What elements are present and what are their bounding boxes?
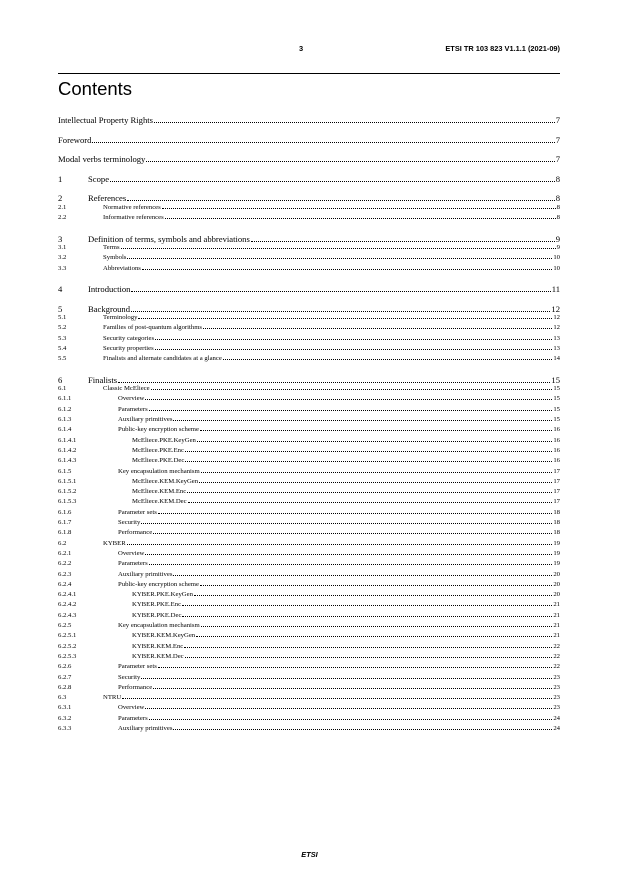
toc-entry-page: 22 [553, 663, 560, 671]
toc-entry-number: 6.2.4 [58, 580, 72, 588]
toc-entry-title: KYBER [103, 539, 126, 547]
toc-entry[interactable] [58, 416, 560, 423]
toc-entry[interactable] [58, 715, 560, 722]
toc-dot-leader [188, 502, 553, 503]
toc-dot-leader [118, 382, 550, 383]
toc-entry-page: 23 [553, 673, 560, 681]
toc-dot-leader [110, 181, 555, 182]
toc-dot-leader [92, 142, 554, 143]
toc-entry[interactable] [58, 509, 560, 516]
toc-entry-number: 6.2.5.2 [58, 642, 77, 650]
toc-dot-leader [173, 420, 552, 421]
toc-entry[interactable] [58, 622, 560, 629]
toc-entry-number: 6.1.5.1 [58, 477, 77, 485]
toc-entry-number: 1 [58, 173, 63, 184]
toc-entry-title: Parameters [118, 714, 148, 722]
toc-entry-title: Abbreviations [103, 264, 141, 272]
toc-dot-leader [162, 208, 556, 209]
toc-dot-leader [199, 482, 552, 483]
toc-entry-title: KYBER.KEM.Dec [132, 652, 184, 660]
toc-entry-number: 2 [58, 193, 63, 204]
toc-entry[interactable] [58, 612, 560, 619]
toc-entry-number: 6.1.4.1 [58, 436, 77, 444]
toc-entry-number: 6.2.7 [58, 673, 72, 681]
toc-entry-page: 8 [556, 214, 560, 221]
toc-entry-page: 10 [553, 254, 560, 262]
toc-entry-number: 6.3.2 [58, 714, 72, 722]
toc-entry-title: KYBER.PKE.Dec [132, 611, 182, 619]
toc-entry-number: 6.2.4.1 [58, 591, 77, 599]
toc-entry-number: 6.2.3 [58, 570, 72, 578]
toc-entry-title: Intellectual Property Rights [58, 115, 153, 125]
toc-entry-title: Performance [118, 683, 153, 691]
toc-entry[interactable] [58, 674, 560, 681]
toc-dot-leader [149, 719, 553, 720]
toc-entry[interactable] [58, 694, 560, 701]
toc-entry-page: 7 [555, 154, 560, 165]
toc-dot-leader [251, 241, 555, 242]
toc-entry-page: 8 [555, 173, 560, 184]
toc-entry-title: Key encapsulation mechanism [118, 622, 200, 629]
toc-entry-number: 6.1.4.2 [58, 446, 77, 454]
toc-entry-page: 17 [553, 488, 560, 496]
toc-dot-leader [127, 258, 552, 259]
toc-entry-page: 21 [553, 632, 560, 640]
toc-entry-title: McEliece.KEM.Enc [132, 488, 187, 496]
toc-entry[interactable] [58, 653, 560, 660]
toc-dot-leader [141, 678, 552, 679]
toc-entry[interactable] [58, 529, 560, 536]
toc-dot-leader [153, 688, 552, 689]
toc-entry-number: 6.1.1 [58, 395, 72, 403]
toc-entry[interactable] [58, 214, 560, 221]
toc-entry-title: Parameters [118, 405, 148, 413]
toc-entry-number: 6.1.8 [58, 529, 72, 537]
toc-entry-title: Overview [118, 395, 145, 403]
toc-entry-title: Auxiliary primitives [118, 725, 173, 732]
toc-entry[interactable] [58, 663, 560, 670]
toc-entry[interactable] [58, 478, 560, 485]
toc-entry-title: McEliece.PKE.Enc [132, 446, 184, 454]
toc-dot-leader [185, 657, 553, 658]
toc-entry-page: 17 [553, 467, 560, 475]
toc-entry[interactable] [58, 304, 560, 314]
toc-dot-leader [146, 161, 554, 162]
toc-entry[interactable] [58, 488, 560, 495]
toc-entry-page: 12 [551, 303, 560, 314]
toc-dot-leader [203, 328, 552, 329]
toc-entry-number: 6.3 [58, 694, 67, 702]
toc-entry-page: 19 [553, 549, 560, 557]
toc-entry-page: 17 [553, 477, 560, 485]
toc-entry-page: 16 [553, 426, 560, 434]
toc-entry-number: 2.2 [58, 214, 67, 221]
toc-dot-leader [131, 291, 550, 292]
toc-entry-page: 20 [553, 580, 560, 588]
toc-entry[interactable] [58, 265, 560, 272]
toc-entry-number: 6.2 [58, 539, 67, 547]
toc-entry-page: 13 [553, 334, 560, 342]
toc-entry[interactable] [58, 704, 560, 711]
toc-entry-page: 21 [553, 611, 560, 619]
toc-entry-number: 6.2.5.3 [58, 652, 77, 660]
toc-dot-leader [182, 605, 552, 606]
toc-entry-number: 6.1.5 [58, 467, 72, 475]
toc-entry-page: 9 [555, 233, 560, 244]
toc-entry-number: 5 [58, 303, 63, 314]
toc-entry-title: Security [118, 673, 141, 681]
toc-entry-number: 6 [58, 374, 63, 385]
toc-entry-title: McEliece.PKE.Dec [132, 457, 185, 465]
toc-entry-title: Overview [118, 704, 145, 712]
toc-entry-page: 17 [553, 498, 560, 506]
page-header [58, 44, 560, 58]
toc-entry[interactable] [58, 174, 560, 184]
toc-entry-number: 6.1.4.3 [58, 457, 77, 465]
toc-dot-leader [149, 564, 553, 565]
toc-entry-number: 6.2.1 [58, 549, 72, 557]
toc-entry[interactable] [58, 204, 560, 211]
toc-entry-page: 23 [553, 694, 560, 702]
toc-dot-leader [194, 595, 552, 596]
toc-entry-number: 6.2.4.3 [58, 611, 77, 619]
toc-dot-leader [145, 708, 552, 709]
toc-entry-title: Symbols [103, 254, 127, 262]
toc-dot-leader [155, 339, 552, 340]
toc-entry-page: 15 [553, 385, 560, 393]
toc-entry-page: 14 [553, 355, 560, 363]
toc-dot-leader [138, 318, 552, 319]
toc-dot-leader [173, 729, 552, 730]
toc-dot-leader [197, 441, 552, 442]
toc-entry-number: 6.1.5.3 [58, 498, 77, 506]
toc-entry-title: Finalists [88, 374, 118, 385]
toc-dot-leader [201, 472, 553, 473]
toc-dot-leader [185, 461, 552, 462]
document-id: ETSI TR 103 823 V1.1.1 (2021-09) [445, 44, 560, 53]
toc-entry[interactable] [58, 550, 560, 557]
toc-entry-page: 12 [553, 314, 560, 321]
toc-entry[interactable] [58, 244, 560, 251]
toc-dot-leader [158, 513, 553, 514]
toc-entry-page: 9 [556, 243, 560, 251]
toc-entry[interactable] [58, 560, 560, 567]
toc-entry[interactable] [58, 447, 560, 454]
toc-entry-page: 18 [553, 519, 560, 526]
toc-entry[interactable] [58, 601, 560, 608]
toc-entry-number: 3.1 [58, 243, 67, 251]
toc-entry-title: NTRU [103, 694, 122, 702]
toc-entry-number: 6.3.1 [58, 704, 72, 712]
toc-dot-leader [145, 554, 552, 555]
page-footer: ETSI [301, 850, 318, 859]
toc-dot-leader [173, 575, 552, 576]
toc-entry-number: 3.2 [58, 254, 67, 262]
toc-entry-number: 5.2 [58, 324, 67, 332]
page-number: 3 [299, 44, 304, 53]
toc-entry-title: KYBER.KEM.KeyGen [132, 632, 196, 640]
toc-entry-number: 6.3.3 [58, 725, 72, 732]
toc-entry[interactable] [58, 406, 560, 413]
toc-entry-title: Finalists and alternate candidates at a glance [103, 355, 222, 363]
toc-entry-number: 6.1.3 [58, 416, 72, 423]
toc-entry-page: 7 [555, 115, 560, 125]
toc-entry-number: 6.2.2 [58, 560, 72, 568]
toc-dot-leader [151, 389, 553, 390]
toc-entry-title: Parameter sets [118, 663, 157, 671]
toc-dot-leader [196, 636, 552, 637]
toc-entry[interactable] [58, 571, 560, 578]
toc-entry-number: 6.1.2 [58, 405, 72, 413]
toc-entry-number: 4 [58, 284, 63, 295]
toc-entry-title: KYBER.PKE.Enc [132, 601, 182, 609]
toc-entry-number: 6.1.4 [58, 426, 72, 434]
toc-dot-leader [155, 349, 553, 350]
toc-dot-leader [158, 667, 553, 668]
toc-dot-leader [153, 533, 552, 534]
toc-dot-leader [165, 218, 556, 219]
toc-entry-number: 6.1.7 [58, 519, 72, 526]
toc-entry-number: 3.3 [58, 264, 67, 272]
toc-entry-page: 11 [551, 284, 560, 295]
toc-entry-title: Parameters [118, 560, 148, 568]
toc-entry[interactable] [58, 375, 560, 385]
toc-entry-page: 15 [553, 395, 560, 403]
toc-dot-leader [200, 585, 552, 586]
toc-entry-page: 20 [553, 591, 560, 599]
toc-entry[interactable] [58, 115, 560, 125]
toc-entry-title: KYBER.PKE.KeyGen [132, 591, 193, 599]
toc-entry-page: 20 [553, 570, 560, 578]
toc-entry-title: Scope [88, 173, 110, 184]
toc-entry-number: 2.1 [58, 203, 67, 211]
toc-dot-leader [122, 698, 552, 699]
toc-entry-number: 6.2.8 [58, 683, 72, 691]
toc-entry[interactable] [58, 324, 560, 331]
toc-dot-leader [200, 430, 552, 431]
toc-entry-page: 24 [553, 725, 560, 732]
toc-entry-title: Introduction [88, 284, 131, 295]
toc-entry-page: 22 [553, 652, 560, 660]
toc-entry[interactable] [58, 643, 560, 650]
toc-entry-title: Modal verbs terminology [58, 154, 146, 165]
toc-entry[interactable] [58, 540, 560, 547]
toc-entry[interactable] [58, 684, 560, 691]
toc-entry-title: KYBER.KEM.Enc [132, 642, 184, 650]
toc-entry-page: 15 [551, 374, 560, 385]
page-title: Contents [58, 78, 133, 99]
toc-entry-title: Background [88, 303, 131, 314]
toc-entry-title: Parameter sets [118, 508, 157, 516]
toc-entry-title: Security properties [103, 344, 154, 352]
toc-entry-page: 7 [555, 134, 560, 145]
toc-dot-leader [149, 410, 553, 411]
toc-entry-number: 5.3 [58, 334, 67, 342]
toc-entry-title: Security [118, 519, 141, 526]
toc-entry-page: 23 [553, 683, 560, 691]
toc-entry-page: 21 [553, 622, 560, 629]
toc-entry-page: 8 [555, 193, 560, 204]
toc-entry-title: Classic McEliece [103, 385, 150, 393]
toc-entry[interactable] [58, 345, 560, 352]
toc-entry-title: References [88, 193, 127, 204]
toc-entry-page: 21 [553, 601, 560, 609]
toc-entry-page: 8 [556, 203, 560, 211]
toc-dot-leader [187, 492, 552, 493]
toc-entry[interactable] [58, 581, 560, 588]
toc-entry-title: Performance [118, 529, 153, 537]
toc-dot-leader [154, 122, 555, 123]
toc-entry-title: Foreword [58, 134, 92, 145]
toc-dot-leader [127, 200, 555, 201]
toc-entry-page: 13 [553, 344, 560, 352]
toc-dot-leader [141, 523, 552, 524]
toc-entry-page: 22 [553, 642, 560, 650]
toc-entry-number: 6.1.6 [58, 508, 72, 516]
toc-entry-page: 15 [553, 405, 560, 413]
toc-entry[interactable] [58, 234, 560, 244]
toc-entry-page: 16 [553, 446, 560, 454]
toc-entry[interactable] [58, 385, 560, 392]
toc-entry[interactable] [58, 284, 560, 294]
toc-entry-page: 23 [553, 704, 560, 712]
toc-dot-leader [127, 544, 553, 545]
toc-entry-title: Informative references [103, 214, 164, 221]
toc-entry-page: 12 [553, 324, 560, 332]
toc-entry-number: 6.2.6 [58, 663, 72, 671]
toc-entry-number: 6.1 [58, 385, 67, 393]
toc-entry-number: 6.2.5.1 [58, 632, 77, 640]
toc-entry-title: Terminology [103, 314, 138, 321]
toc-entry-number: 5.4 [58, 344, 67, 352]
toc-dot-leader [185, 451, 552, 452]
toc-entry-title: Key encapsulation mechanism [118, 467, 200, 475]
toc-entry-number: 5.5 [58, 355, 67, 363]
toc-entry[interactable] [58, 355, 560, 362]
toc-entry-title: Public-key encryption scheme [118, 426, 199, 434]
toc-entry[interactable] [58, 426, 560, 433]
toc-entry[interactable] [58, 725, 560, 732]
toc-entry[interactable] [58, 314, 560, 321]
toc-dot-leader [223, 359, 552, 360]
header-rule [58, 73, 560, 74]
toc-entry-title: Auxiliary primitives [118, 570, 173, 578]
toc-entry-title: McEliece.KEM.Dec [132, 498, 187, 506]
toc-entry-number: 3 [58, 233, 63, 244]
toc-entry-title: Definition of terms, symbols and abbreviations [88, 233, 250, 244]
toc-entry-number: 6.1.5.2 [58, 488, 77, 496]
toc-entry[interactable] [58, 632, 560, 639]
toc-entry[interactable] [58, 135, 560, 145]
toc-dot-leader [201, 626, 553, 627]
toc-entry-title: Terms [103, 243, 120, 251]
toc-dot-leader [184, 647, 552, 648]
toc-dot-leader [131, 311, 550, 312]
toc-entry-title: McEliece.KEM.KeyGen [132, 477, 199, 485]
toc-entry-page: 10 [553, 264, 560, 272]
toc-entry-page: 16 [553, 457, 560, 465]
toc-entry[interactable] [58, 437, 560, 444]
toc-entry[interactable] [58, 335, 560, 342]
toc-entry[interactable] [58, 193, 560, 203]
toc-entry-title: Auxiliary primitives [118, 416, 173, 423]
toc-entry-page: 18 [553, 529, 560, 537]
toc-entry[interactable] [58, 591, 560, 598]
toc-entry[interactable] [58, 154, 560, 164]
toc-entry-page: 18 [553, 508, 560, 516]
toc-entry-page: 16 [553, 436, 560, 444]
toc-entry-page: 24 [553, 714, 560, 722]
toc-dot-leader [182, 616, 552, 617]
toc-entry[interactable] [58, 519, 560, 526]
toc-dot-leader [145, 399, 552, 400]
toc-entry[interactable] [58, 498, 560, 505]
toc-entry[interactable] [58, 457, 560, 464]
toc-entry-title: Security categories [103, 334, 155, 342]
toc-entry-number: 6.2.4.2 [58, 601, 77, 609]
toc-entry-title: McEliece.PKE.KeyGen [132, 436, 196, 444]
toc-entry[interactable] [58, 395, 560, 402]
toc-entry-title: Normative references [103, 203, 161, 211]
toc-entry-page: 15 [553, 416, 560, 423]
toc-entry[interactable] [58, 468, 560, 475]
toc-entry-page: 19 [553, 560, 560, 568]
toc-entry-title: Families of post-quantum algorithms [103, 324, 203, 332]
toc-dot-leader [142, 269, 552, 270]
toc-entry-page: 19 [553, 539, 560, 547]
toc-entry-number: 5.1 [58, 314, 67, 321]
toc-entry-title: Public-key encryption scheme [118, 580, 199, 588]
toc-entry-title: Overview [118, 549, 145, 557]
toc-dot-leader [121, 248, 556, 249]
toc-entry[interactable] [58, 254, 560, 261]
toc-entry-number: 6.2.5 [58, 622, 72, 629]
